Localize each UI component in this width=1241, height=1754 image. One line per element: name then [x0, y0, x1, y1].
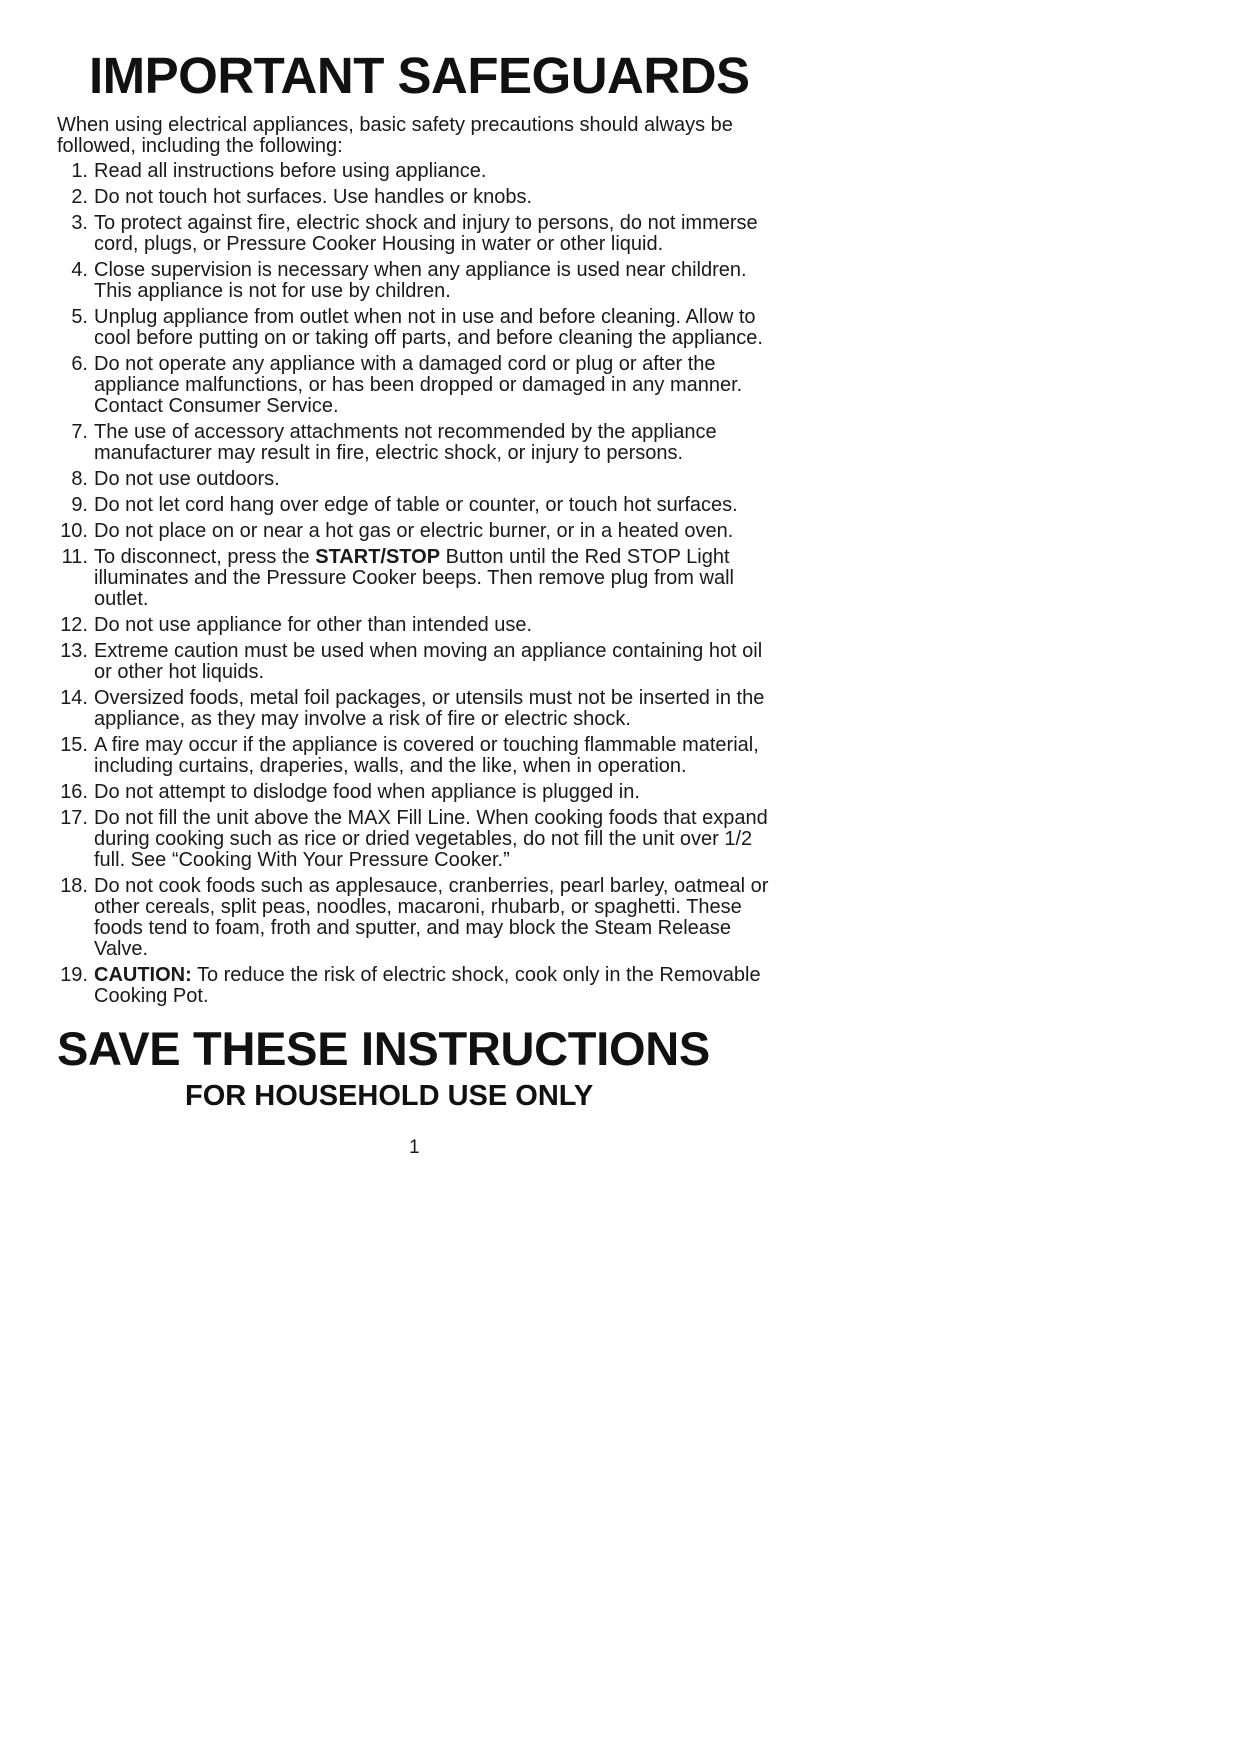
list-item: 12. Do not use appliance for other than intended use. — [60, 614, 533, 636]
list-item: 18. Do not cook foods such as applesauce, cranberries, pearl barley, oatmeal or other cereals, split peas, noodles, macaroni, rhubarb, or spaghetti. These foods tend to foam, froth and sputter, and may block the Steam Release Valve. — [60, 875, 769, 960]
list-item: 9. Do not let cord hang over edge of table or counter, or touch hot surfaces. — [71, 494, 738, 516]
list-item: 13. Extreme caution must be used when moving an appliance containing hot oil or other hot liquids. — [60, 640, 763, 683]
page-title: IMPORTANT SAFEGUARDS — [89, 47, 750, 104]
list-item: 5. Unplug appliance from outlet when not in use and before cleaning. Allow to cool before putting on or taking off parts, and before cleaning the appliance. — [71, 306, 763, 349]
list-item: 17. Do not fill the unit above the MAX Fill Line. When cooking foods that expand during cooking such as rice or dried vegetables, do not fill the unit over 1/2 full. See “Cooking With Your Pressure Cooker.” — [60, 807, 768, 871]
list-item: 11. To disconnect, press the START/STOP Button until the Red STOP Light illuminates and the Pressure Cooker beeps. Then remove plug from wall outlet. — [61, 546, 734, 610]
list-item: 4. Close supervision is necessary when any appliance is used near children. This appliance is not for use by children. — [71, 259, 747, 302]
household-use-heading: FOR HOUSEHOLD USE ONLY — [185, 1080, 594, 1112]
intro-paragraph: When using electrical appliances, basic safety precautions should always be followed, including the following: — [57, 114, 733, 157]
list-item: 19. CAUTION: To reduce the risk of electric shock, cook only in the Removable Cooking Pot. — [60, 964, 761, 1007]
list-item: 7. The use of accessory attachments not recommended by the appliance manufacturer may result in fire, electric shock, or injury to persons. — [71, 421, 717, 464]
page-number: 1 — [409, 1137, 420, 1158]
safeguards-list — [57, 161, 777, 1007]
list-item: 8. Do not use outdoors. — [71, 468, 280, 490]
document-page — [57, 40, 777, 1159]
list-item: 16. Do not attempt to dislodge food when appliance is plugged in. — [60, 781, 640, 803]
list-item: 10. Do not place on or near a hot gas or electric burner, or in a heated oven. — [60, 520, 734, 542]
list-item: 6. Do not operate any appliance with a damaged cord or plug or after the appliance malfunctions, or has been dropped or damaged in any manner. Contact Consumer Service. — [71, 353, 743, 417]
start-stop-label: START/STOP — [315, 546, 441, 568]
save-instructions-heading: SAVE THESE INSTRUCTIONS — [57, 1022, 710, 1075]
list-item: 15. A fire may occur if the appliance is covered or touching flammable material, including curtains, draperies, walls, and the like, when in operation. — [60, 734, 759, 777]
list-item: 1. Read all instructions before using appliance. — [71, 160, 487, 182]
list-item: 2. Do not touch hot surfaces. Use handles or knobs. — [71, 186, 533, 208]
list-item: 14. Oversized foods, metal foil packages, or utensils must not be inserted in the appliance, as they may involve a risk of fire or electric shock. — [60, 687, 765, 730]
caution-label: CAUTION: — [94, 964, 192, 986]
list-item: 3. To protect against fire, electric shock and injury to persons, do not immerse cord, plugs, or Pressure Cooker Housing in water or other liquid. — [71, 212, 758, 255]
